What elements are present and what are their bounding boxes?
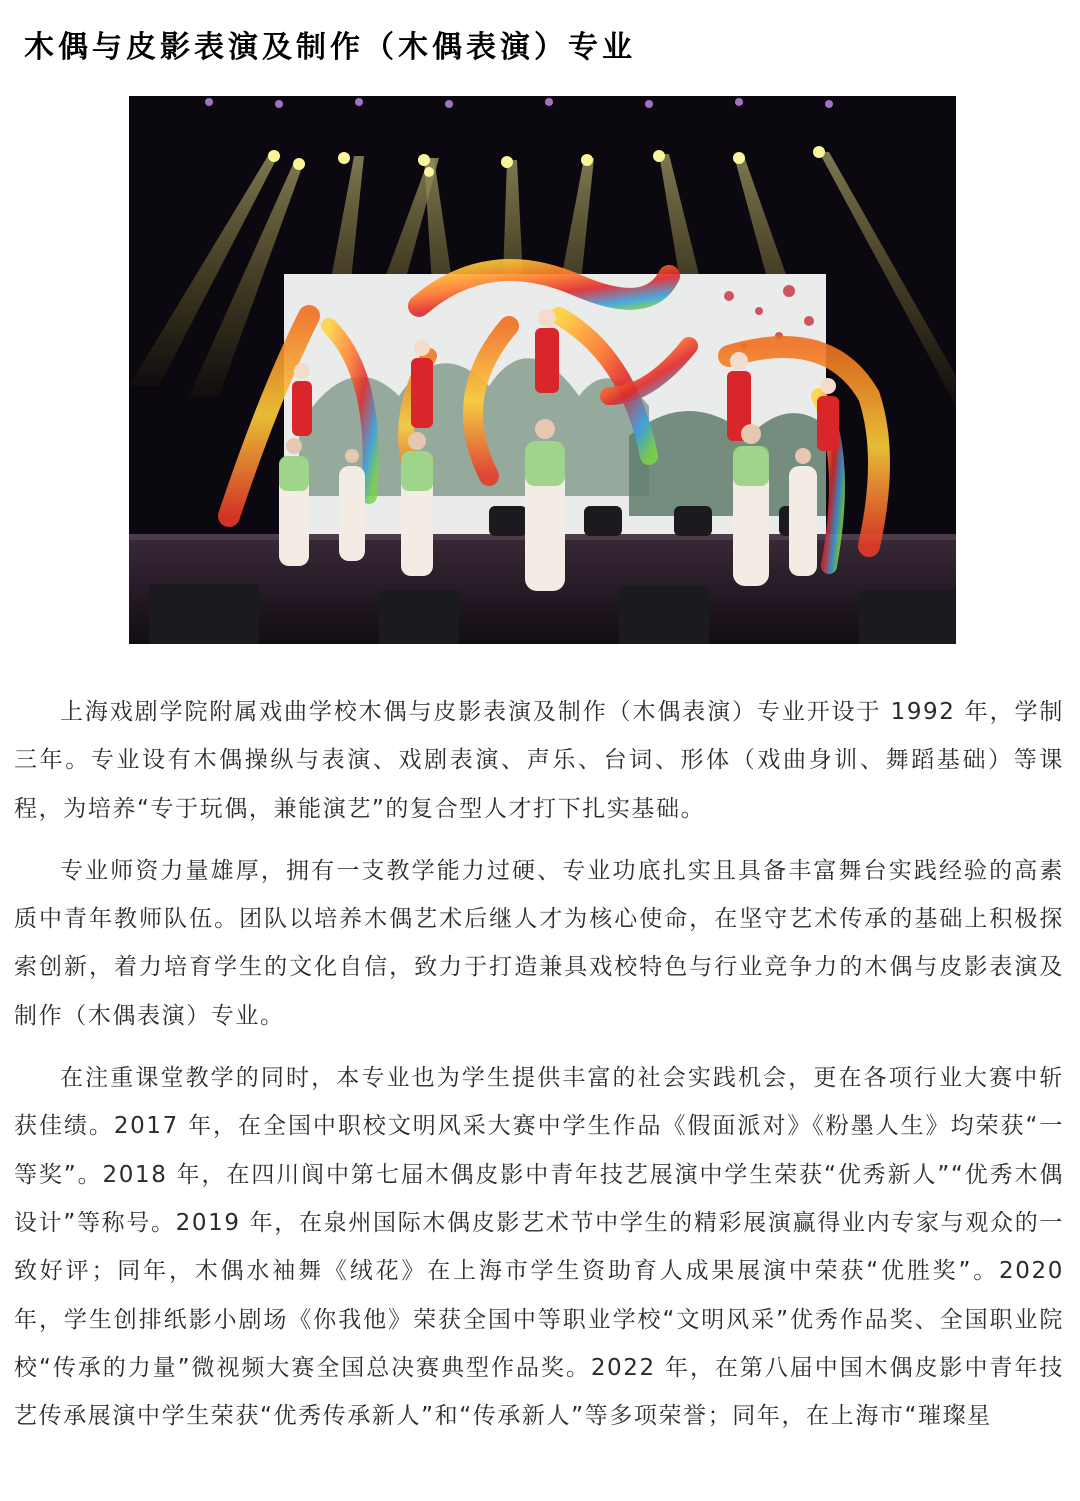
paragraph-achievements: 在注重课堂教学的同时，本专业也为学生提供丰富的社会实践机会，更在各项行业大赛中斩获佳绩。2017 年，在全国中职校文明风采大赛中学生作品《假面派对》《粉墨人生》均荣获“一等奖”。2018 年，在四川阆中第七届木偶皮影中青年技艺展演中学生荣获“优秀新人”“优秀木偶设计”等称号。2019 年，在泉州国际木偶皮影艺术节中学生的精彩展演赢得业内专家与观众的一致好评；同年，木偶水袖舞《绒花》在上海市学生资助育人成果展演中荣获“优胜奖”。2020 年，学生创排纸影小剧场《你我他》荣获全国中等职业学校“文明风采”优秀作品奖、全国职业院校“传承的力量”微视频大赛全国总决赛典型作品奖。2022 年，在第八届中国木偶皮影中青年技艺传承展演中学生荣获“优秀传承新人”和“传承新人”等多项荣誉；同年，在上海市“璀璨星 xyxy=(14,1065,1064,1430)
stage-performance-photo xyxy=(129,96,956,644)
stage-photo-illustration xyxy=(129,96,956,644)
article-body xyxy=(14,688,1064,1454)
page-title: 木偶与皮影表演及制作（木偶表演）专业 xyxy=(24,30,636,65)
paragraph-intro: 上海戏剧学院附属戏曲学校木偶与皮影表演及制作（木偶表演）专业开设于 1992 年，学制三年。专业设有木偶操纵与表演、戏剧表演、声乐、台词、形体（戏曲身训、舞蹈基础）等课程，为培养“专于玩偶，兼能演艺”的复合型人才打下扎实基础。 xyxy=(14,699,1064,822)
paragraph-faculty: 专业师资力量雄厚，拥有一支教学能力过硬、专业功底扎实且具备丰富舞台实践经验的高素质中青年教师队伍。团队以培养木偶艺术后继人才为核心使命，在坚守艺术传承的基础上积极探索创新，着力培育学生的文化自信，致力于打造兼具戏校特色与行业竞争力的木偶与皮影表演及制作（木偶表演）专业。 xyxy=(14,857,1064,1029)
